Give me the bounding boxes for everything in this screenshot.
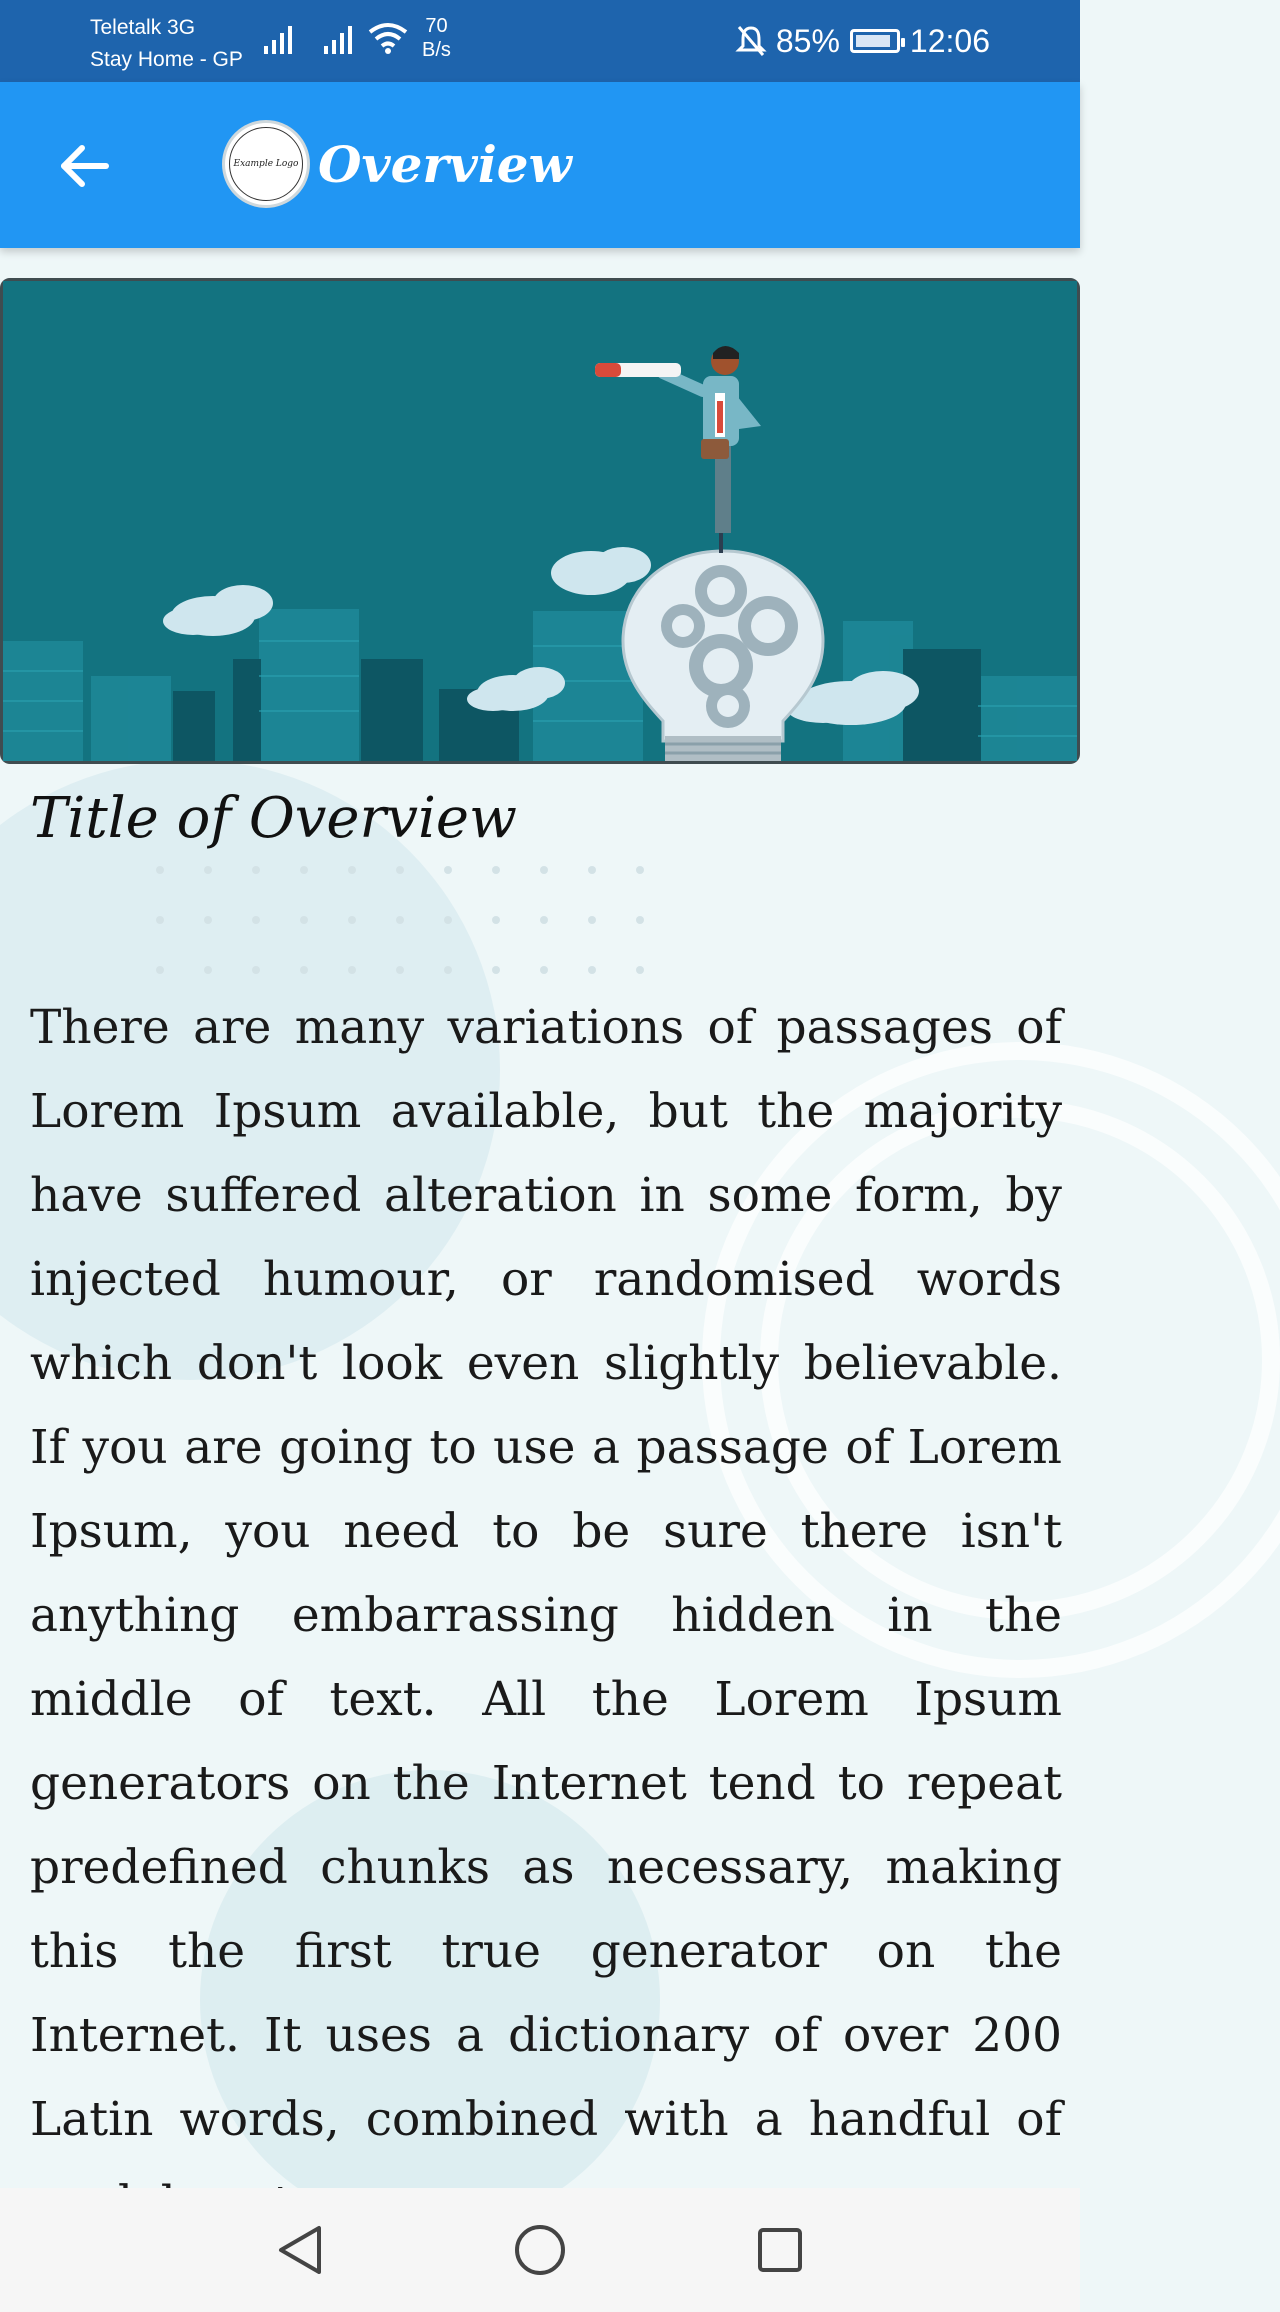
net-speed-value: 70 [425,15,448,37]
back-button[interactable] [48,130,120,202]
clock: 12:06 [909,22,990,59]
net-speed-unit: B/s [422,39,451,61]
logo-text: Example Logo [229,127,303,201]
content-title: Title of Overview [30,786,517,851]
triangle-back-icon [275,2222,325,2278]
page-title: Overview [318,135,572,194]
square-recents-icon [755,2225,805,2275]
battery-icon [850,29,900,53]
app-bar [0,82,1080,248]
content-area[interactable] [0,780,1080,2188]
carrier-2: Stay Home - GP [90,48,243,71]
status-bar [0,0,1080,82]
body-text: There are many variations of passages of Lorem Ipsum available, but the majority have suffered alteration in some form, by injected humour, or randomised words which don't look even slightly believable. If you are going to use a passage of Lorem Ipsum, you need to be sure there isn't anything embarrassing hidden in the middle of text. All the Lorem Ipsum generators on the Internet tend to repeat predefined chunks as necessary, making this the first true generator on the Internet. It uses a dictionary of over 200 Latin words, combined with a handful of [30,1000,1062,2147]
signal-2-icon [322,22,358,56]
carrier-info [90,12,243,76]
wifi-icon [366,20,410,56]
signal-1-icon [262,22,298,56]
app-logo [222,120,310,208]
net-speed [422,14,451,62]
status-right [736,18,990,64]
nav-back-button[interactable] [255,2205,345,2295]
arrow-left-icon [58,144,110,188]
carrier-1: Teletalk 3G [90,16,196,39]
mute-bell-icon [736,24,766,58]
nav-home-button[interactable] [495,2205,585,2295]
system-nav-bar [0,2188,1080,2312]
battery-percent: 85% [775,22,840,59]
circle-home-icon [512,2222,568,2278]
vision-illustration [3,281,1077,761]
nav-recents-button[interactable] [735,2205,825,2295]
banner-image [0,278,1080,764]
